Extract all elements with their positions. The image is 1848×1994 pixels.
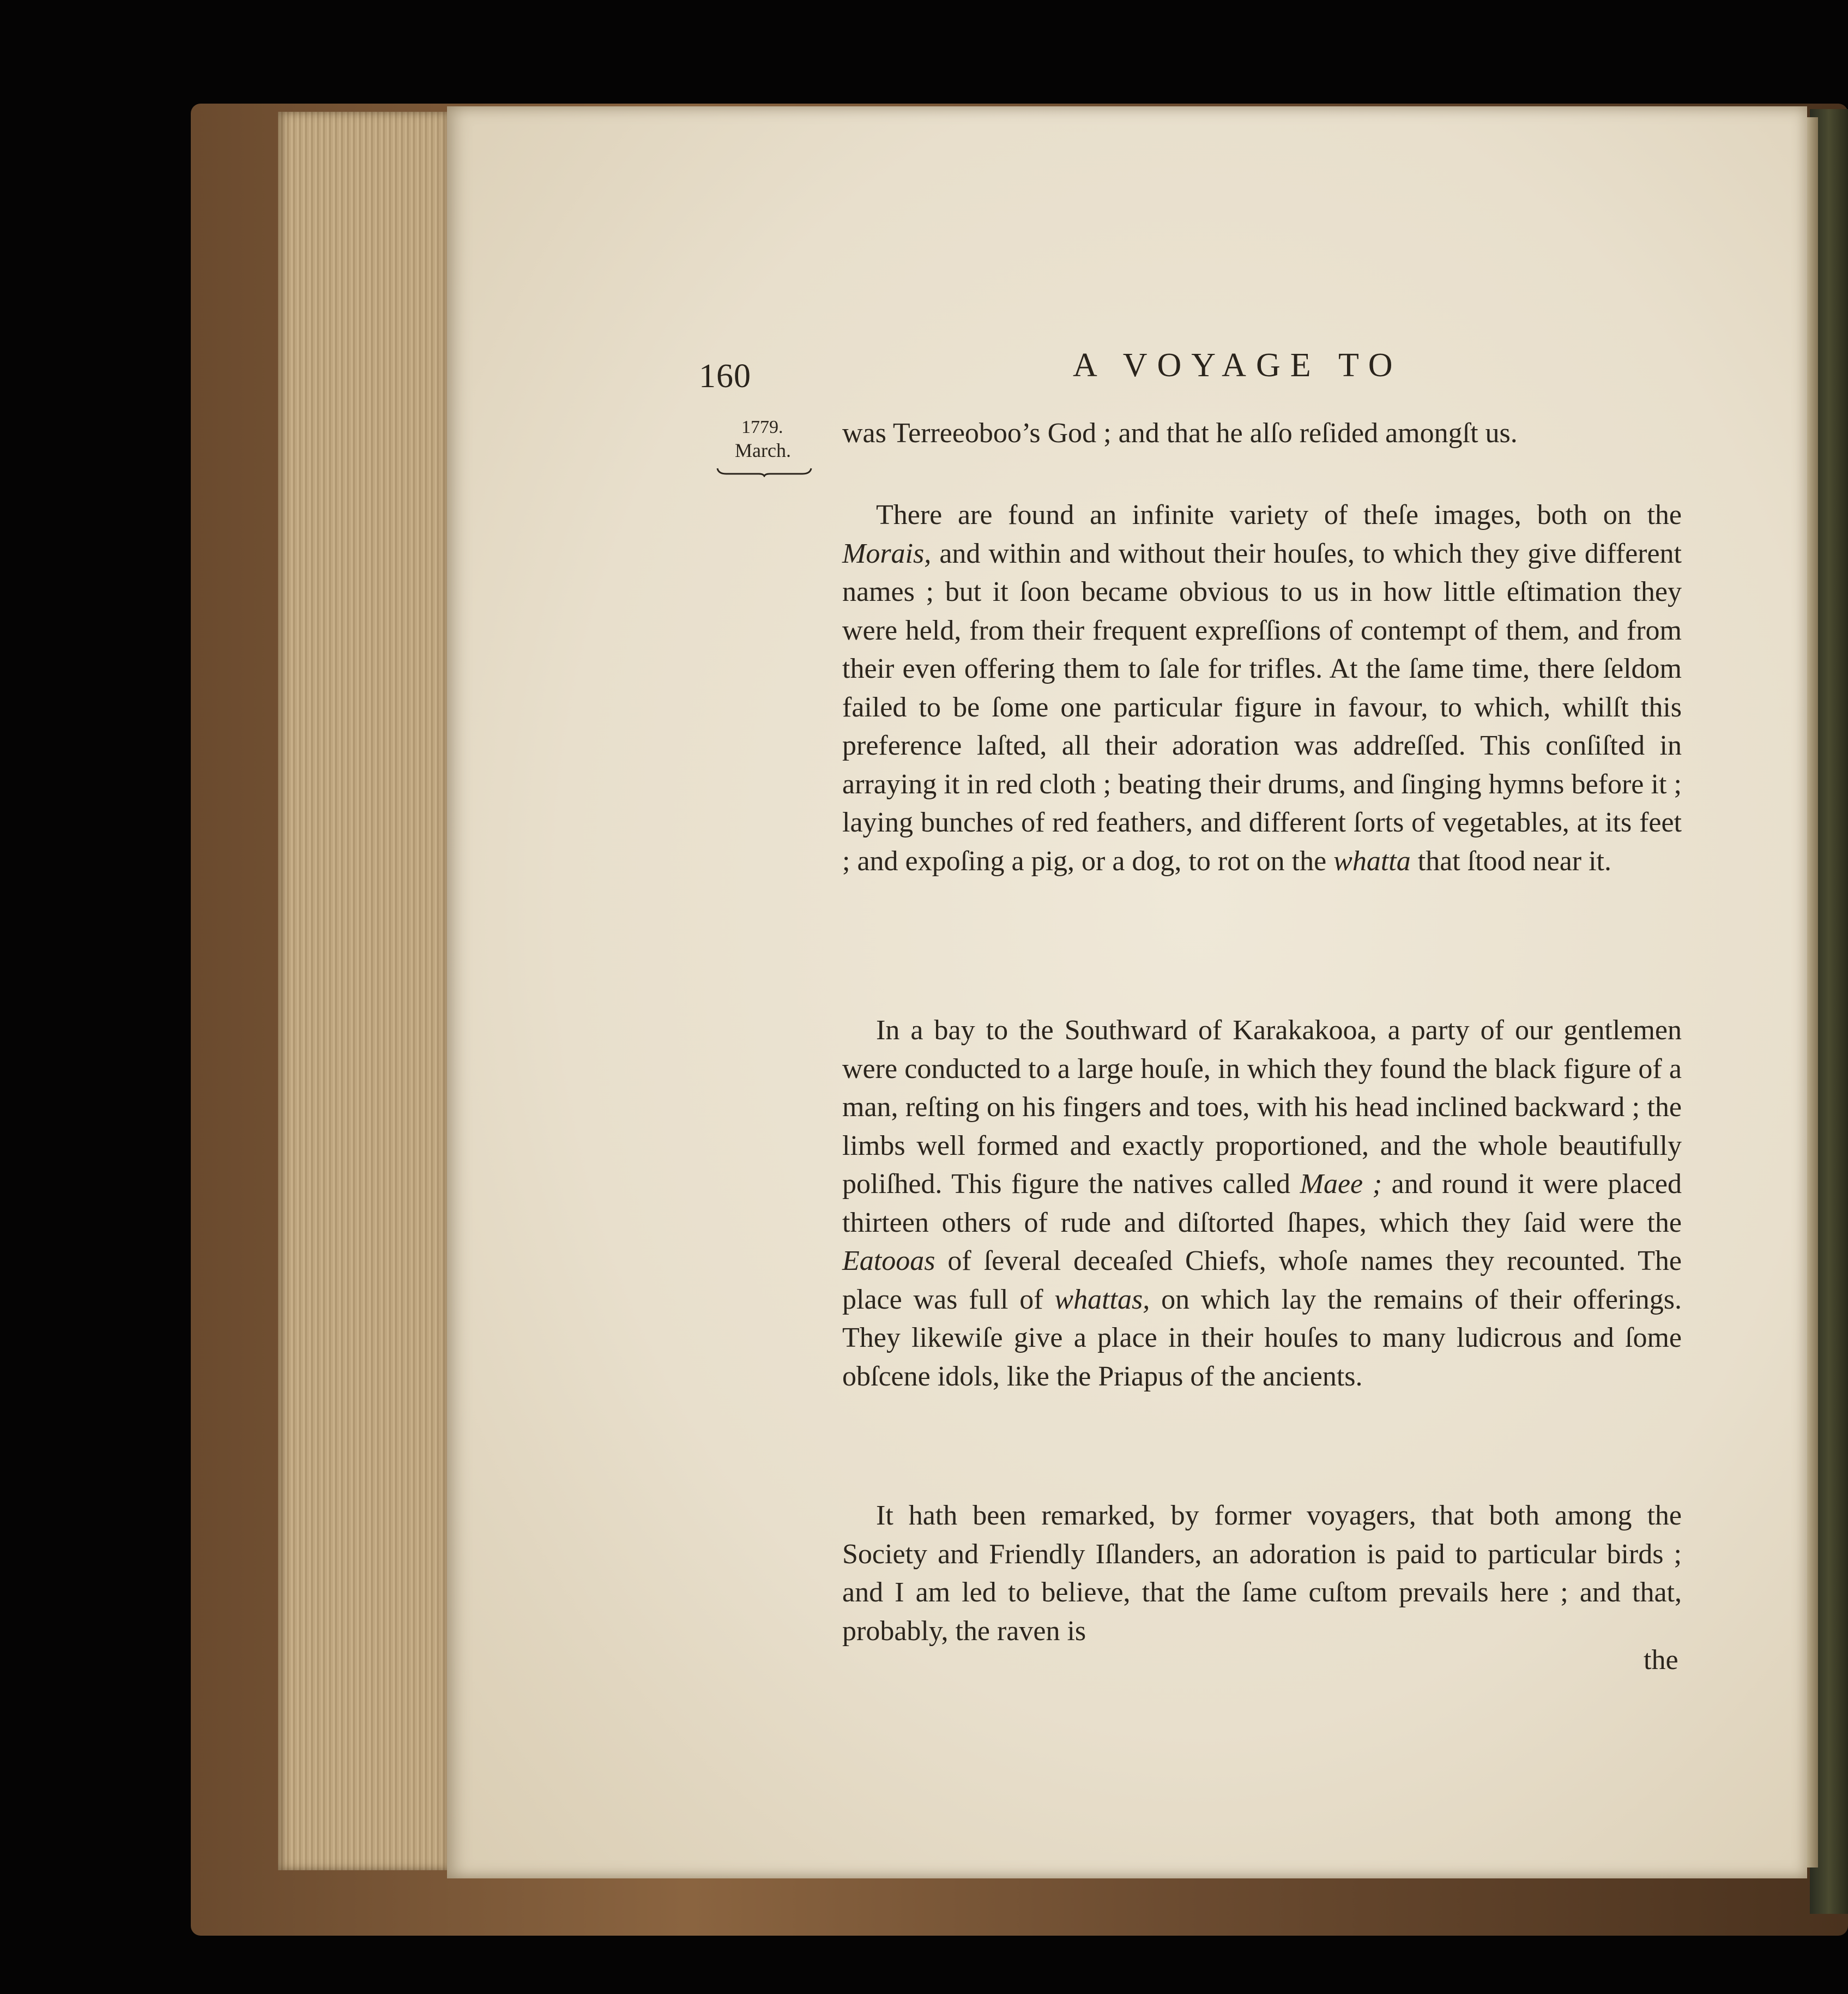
italic-term: Eatooas bbox=[842, 1245, 935, 1276]
paragraph-birds: It hath been remarked, by former voyagers, that both among the Society and Friendly Iſlanders, an adoration is paid to particular birds ; and I am led to believe, that the ſame cuſtom prevails here ; and that, probably, the raven is bbox=[842, 1500, 1682, 1647]
page-number: 160 bbox=[699, 358, 751, 395]
margin-brace-icon bbox=[715, 466, 813, 477]
margin-note-year: 1779. bbox=[741, 417, 783, 437]
page-block-edge bbox=[278, 112, 452, 1870]
page-gutter bbox=[1807, 117, 1818, 1868]
paragraph-images bbox=[842, 496, 1682, 881]
text-run: and round it were placed thirteen others of rude and diſtorted ſhapes, which they ſaid were the bbox=[842, 1168, 1682, 1238]
italic-term: whatta bbox=[1333, 845, 1411, 877]
italic-term: whattas, bbox=[1054, 1284, 1150, 1315]
text-run: that ſtood near it. bbox=[1410, 845, 1611, 877]
margin-note-month: March. bbox=[735, 439, 791, 461]
text-run: and within and without their houſes, to which they give different names ; but it ſoon became obvious to us in how little eſtimation they were held, from their frequent expreſſions of contempt of them, and from their even offering them to ſale for trifles. At the ſame time, there ſeldom failed to be ſome one particular figure in favour, to which, whilſt this preference laſted, all their adoration was addreſſed. This conſiſted in arraying it in red cloth ; beating their drums, and ſinging hymns before it ; laying bunches of red feathers, and different ſorts of vegetables, at its feet ; and expoſing a pig, or a dog, to rot on the bbox=[842, 538, 1682, 877]
italic-term: Morais, bbox=[842, 538, 932, 569]
text-run: In a bay to the Southward of Karakakooa, a party of our gentlemen were conducted to a large houſe, in which they found the black figure of a man, reſting on his fingers and toes, with his head inclined backward ; the limbs well formed and exactly proportioned, and the whole beautifully poliſhed. This figure the natives called bbox=[842, 1015, 1682, 1200]
text-run: on which lay the remains of their offerings. They likewiſe give a place in their houſes to many ludicrous and ſome obſcene idols, like the Priapus of the ancients. bbox=[842, 1284, 1682, 1392]
italic-term: Maee ; bbox=[1300, 1168, 1382, 1200]
text-run: There are found an infinite variety of theſe images, both on the bbox=[876, 499, 1682, 531]
text-run: of ſeveral deceaſed Chiefs, whoſe names they recounted. The place was full of bbox=[842, 1245, 1682, 1315]
paragraph-opening: was Terreeoboo’s God ; and that he alſo reſided amongſt us. bbox=[842, 418, 1518, 449]
running-head: A VOYAGE TO bbox=[1073, 347, 1403, 384]
paragraph-maee bbox=[842, 1011, 1682, 1396]
catchword: the bbox=[1644, 1644, 1678, 1676]
